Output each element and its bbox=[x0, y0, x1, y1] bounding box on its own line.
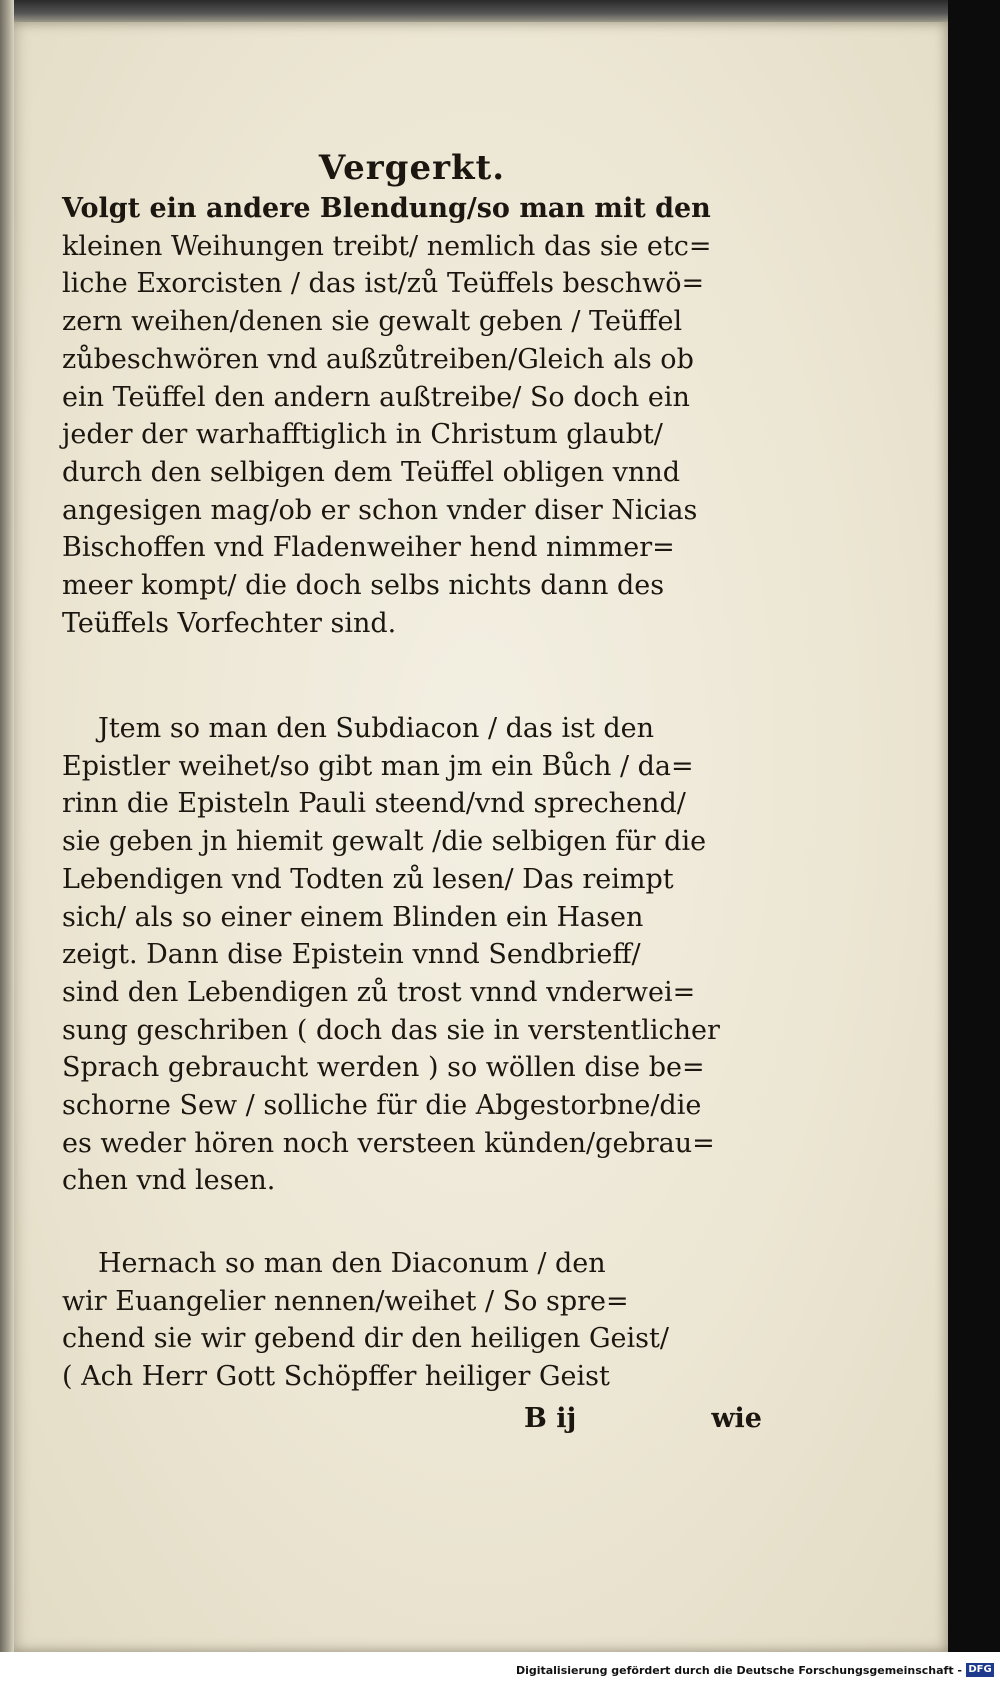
text-line: schorne Sew / solliche für die Abgestorbne/die bbox=[62, 1090, 702, 1122]
page-binding-edge bbox=[0, 0, 14, 1660]
text-line: Volgt ein andere Blendung/so man mit den bbox=[62, 193, 711, 224]
text-line: rinn die Episteln Pauli steend/vnd sprechend/ bbox=[62, 788, 686, 820]
paragraph-2 bbox=[62, 710, 762, 1200]
signature-mark: B ij bbox=[524, 1403, 577, 1434]
text-line: chen vnd lesen. bbox=[62, 1165, 276, 1197]
text-line: Sprach gebraucht werden ) so wöllen dise be= bbox=[62, 1052, 705, 1084]
paragraph-1 bbox=[62, 190, 762, 642]
text-line: ein Teüffel den andern außtreibe/ So doch ein bbox=[62, 381, 690, 413]
paragraph-3 bbox=[62, 1245, 762, 1396]
text-line: wir Euangelier nennen/weihet / So spre= bbox=[62, 1285, 629, 1317]
scan-top-edge bbox=[0, 0, 1000, 22]
text-line: angesigen mag/ob er schon vnder diser Nicias bbox=[62, 494, 698, 526]
text-line: kleinen Weihungen treibt/ nemlich das sie etc= bbox=[62, 230, 712, 262]
text-line: sie geben jn hiemit gewalt /die selbigen für die bbox=[62, 826, 707, 858]
text-line: liche Exorcisten / das ist/zů Teüffels beschwö= bbox=[62, 268, 705, 300]
text-line: zůbeschwören vnd außzůtreiben/Gleich als ob bbox=[62, 343, 694, 375]
text-line: Bischoffen vnd Fladenweiher hend nimmer= bbox=[62, 532, 675, 564]
text-line: Teüffels Vorfechter sind. bbox=[62, 607, 397, 639]
text-line: sich/ als so einer einem Blinden ein Hasen bbox=[62, 901, 644, 933]
text-line: sung geschriben ( doch das sie in verstentlicher bbox=[62, 1014, 720, 1046]
text-line: Epistler weihet/so gibt man jm ein Bůch / da= bbox=[62, 750, 694, 782]
text-line: zeigt. Dann dise Epistein vnnd Sendbrieff/ bbox=[62, 939, 641, 971]
text-line: chend sie wir gebend dir den heiligen Geist/ bbox=[62, 1323, 669, 1355]
text-line: meer kompt/ die doch selbs nichts dann des bbox=[62, 570, 665, 602]
running-head: Vergerkt. bbox=[318, 148, 506, 188]
text-line: ( Ach Herr Gott Schöpffer heiliger Geist bbox=[62, 1361, 610, 1393]
text-line: sind den Lebendigen zů trost vnnd vnderwei= bbox=[62, 976, 696, 1008]
text-line: Hernach so man den Diaconum / den bbox=[98, 1248, 606, 1279]
text-line: jeder der warhafftiglich in Christum glaubt/ bbox=[62, 419, 663, 451]
digitization-credit: Digitalisierung gefördert durch die Deutsche Forschungsgemeinschaft - bbox=[515, 1664, 962, 1677]
catchword: wie bbox=[711, 1403, 762, 1434]
text-line: Lebendigen vnd Todten zů lesen/ Das reimpt bbox=[62, 863, 674, 895]
text-line: zern weihen/denen sie gewalt geben / Teüffel bbox=[62, 306, 683, 338]
text-line: Jtem so man den Subdiacon / das ist den bbox=[98, 713, 655, 744]
dfg-logo: DFG bbox=[966, 1663, 994, 1677]
text-line: durch den selbigen dem Teüffel obligen vnnd bbox=[62, 456, 680, 488]
text-line: es weder hören noch versteen künden/gebrau= bbox=[62, 1127, 715, 1159]
scan-right-edge bbox=[948, 0, 1000, 1660]
